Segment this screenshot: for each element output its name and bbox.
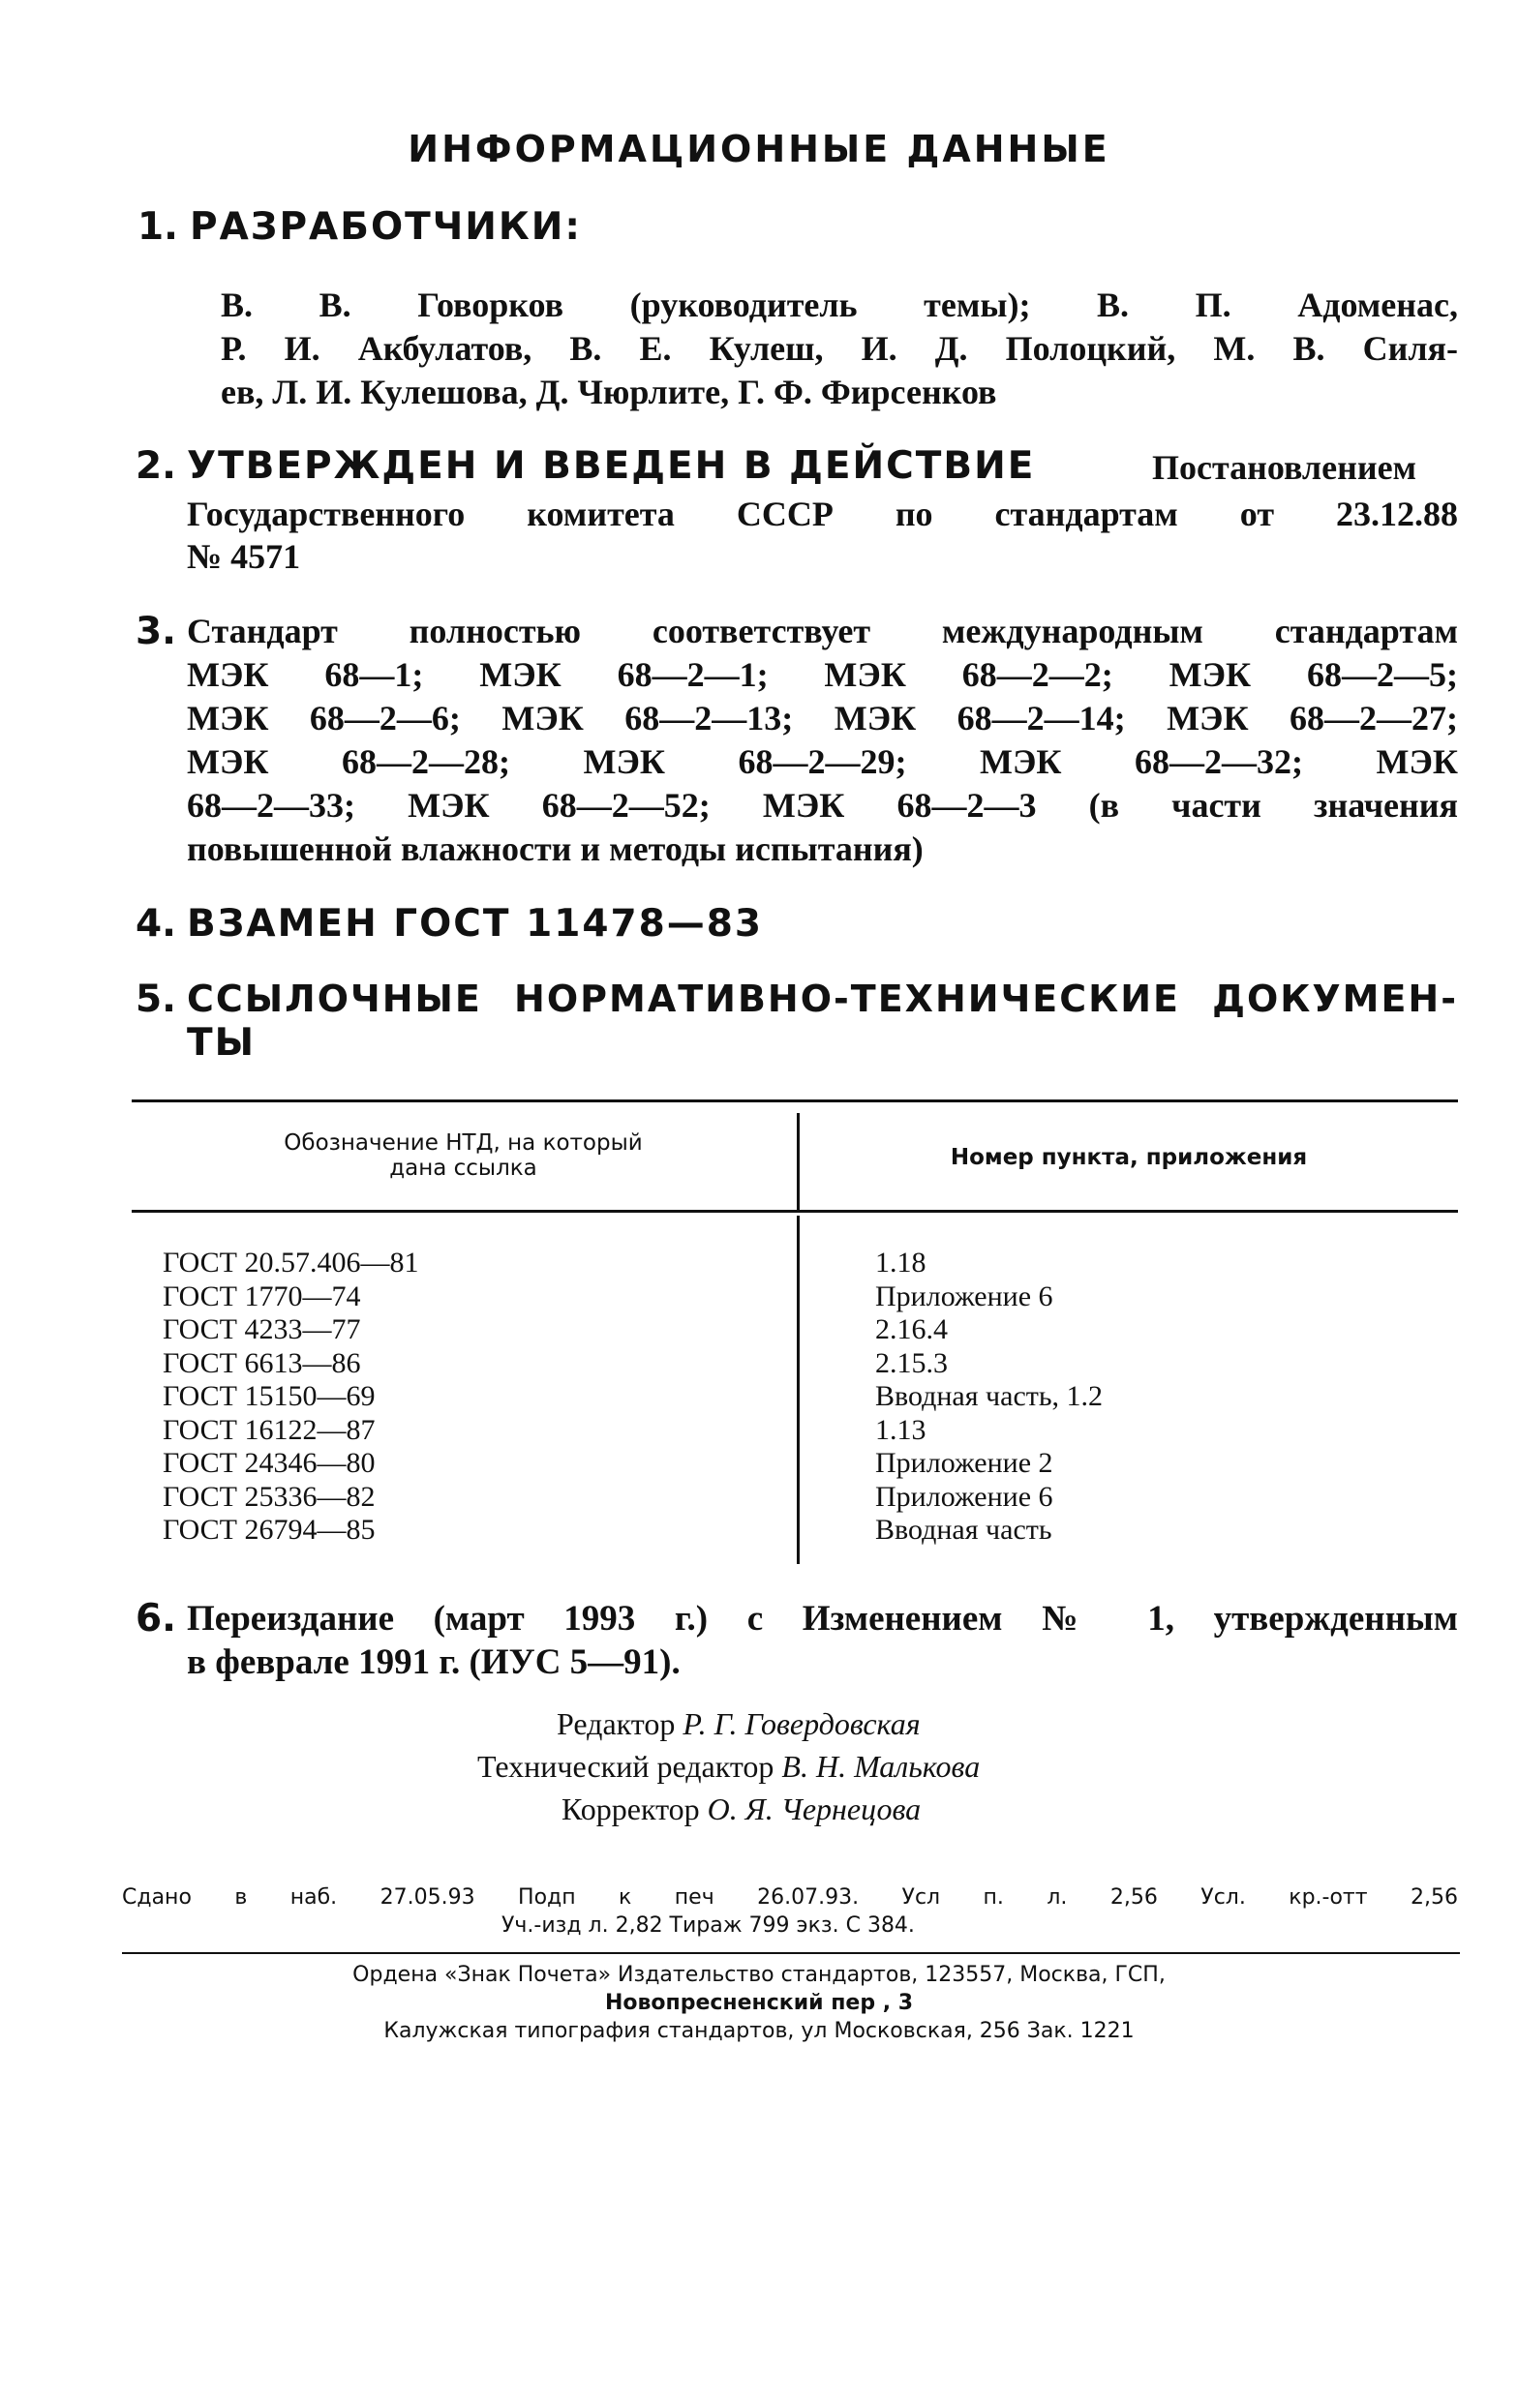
section-1-heading: РАЗРАБОТЧИКИ: [190, 205, 582, 249]
table-cell-reference: 1.18 [875, 1247, 926, 1279]
table-cell-reference: Приложение 2 [875, 1447, 1053, 1479]
section-3-line: повышенной влажности и методы испытания) [187, 829, 924, 868]
table-header-rule [132, 1210, 1458, 1213]
table-cell-document: ГОСТ 1770—74 [163, 1279, 361, 1312]
section-3-line: МЭК 68—1; МЭК 68—2—1; МЭК 68—2—2; МЭК 68—2—5; [187, 655, 1458, 694]
table-column-documents [163, 1247, 782, 1548]
table-cell-reference: 2.16.4 [875, 1313, 948, 1345]
section-6-line: Переиздание (март 1993 г.) с Изменением № 1, утвержденным [187, 1599, 1458, 1639]
section-5-heading: ТЫ [187, 1021, 257, 1065]
credit-tech-editor: Технический редактор В. Н. Малькова [477, 1749, 981, 1784]
section-3-number: 3. [136, 610, 176, 653]
section-1-line: Р. И. Акбулатов, В. Е. Кулеш, И. Д. Полоцкий, М. В. Силя- [221, 329, 1458, 368]
table-cell-reference: Приложение 6 [875, 1480, 1053, 1513]
table-header-document: Обозначение НТД, на который дана ссылка [284, 1130, 643, 1181]
section-1-line: ев, Л. И. Кулешова, Д. Чюрлите, Г. Ф. Фирсенков [221, 373, 997, 411]
section-3-line: 68—2—33; МЭК 68—2—52; МЭК 68—2—3 (в части значения [187, 786, 1458, 825]
imprint-line: Уч.-изд л. 2,82 Тираж 799 экз. С 384. [501, 1913, 915, 1938]
section-1-number: 1. [137, 205, 178, 249]
imprint-line: Сдано в наб. 27.05.93 Подп к печ 26.07.93. Усл п. л. 2,56 Усл. кр.-отт 2,56 [122, 1885, 1458, 1910]
section-3-line: Стандарт полностью соответствует международным стандартам [187, 612, 1458, 650]
section-3-line: МЭК 68—2—28; МЭК 68—2—29; МЭК 68—2—32; МЭК [187, 742, 1458, 781]
publisher-line: Калужская типография стандартов, ул Московская, 256 Зак. 1221 [383, 2019, 1135, 2043]
section-4-heading: ВЗАМЕН ГОСТ 11478—83 [187, 902, 764, 946]
section-5-number: 5. [136, 978, 176, 1021]
table-cell-reference: Вводная часть [875, 1514, 1052, 1546]
table-header-reference: Номер пункта, приложения [950, 1145, 1308, 1170]
section-1-line: В. В. Говорков (руководитель темы); В. П. Адоменас, [221, 286, 1458, 324]
table-cell-document: ГОСТ 25336—82 [163, 1480, 376, 1513]
page-title: ИНФОРМАЦИОННЫЕ ДАННЫЕ [408, 128, 1110, 170]
section-2-text: Постановлением [1152, 448, 1417, 487]
section-2-text: № 4571 [187, 537, 301, 576]
section-6-line: в феврале 1991 г. (ИУС 5—91). [187, 1642, 681, 1682]
table-top-rule [132, 1099, 1458, 1102]
table-column-references [875, 1247, 1456, 1548]
section-2-text: Государственного комитета СССР по стандартам от 23.12.88 [187, 495, 1458, 533]
table-cell-document: ГОСТ 24346—80 [163, 1447, 376, 1479]
table-column-divider [797, 1216, 800, 1564]
table-cell-document: ГОСТ 4233—77 [163, 1313, 361, 1345]
publisher-line: Ордена «Знак Почета» Издательство стандартов, 123557, Москва, ГСП, [352, 1963, 1166, 1987]
section-2-number: 2. [136, 444, 176, 488]
table-cell-reference: Вводная часть, 1.2 [875, 1380, 1104, 1412]
table-cell-reference: Приложение 6 [875, 1279, 1053, 1312]
section-6-number: 6. [136, 1597, 176, 1640]
table-cell-reference: 1.13 [875, 1413, 926, 1446]
section-2-heading: УТВЕРЖДЕН И ВВЕДЕН В ДЕЙСТВИЕ [187, 444, 1036, 488]
table-cell-document: ГОСТ 6613—86 [163, 1346, 361, 1379]
table-cell-document: ГОСТ 15150—69 [163, 1380, 376, 1412]
credit-corrector: Корректор О. Я. Чернецова [562, 1791, 922, 1826]
publisher-line: Новопресненский пер , 3 [604, 1991, 914, 2015]
table-cell-document: ГОСТ 16122—87 [163, 1413, 376, 1446]
table-cell-document: ГОСТ 26794—85 [163, 1514, 376, 1546]
imprint-rule [122, 1952, 1460, 1954]
section-5-heading: ССЫЛОЧНЫЕ НОРМАТИВНО-ТЕХНИЧЕСКИЕ ДОКУМЕН- [187, 978, 1458, 1020]
credit-editor: Редактор Р. Г. Говердовская [557, 1706, 921, 1741]
table-cell-document: ГОСТ 20.57.406—81 [163, 1247, 419, 1279]
table-cell-reference: 2.15.3 [875, 1346, 948, 1379]
section-3-line: МЭК 68—2—6; МЭК 68—2—13; МЭК 68—2—14; МЭК 68—2—27; [187, 699, 1458, 737]
section-4-number: 4. [136, 902, 176, 946]
